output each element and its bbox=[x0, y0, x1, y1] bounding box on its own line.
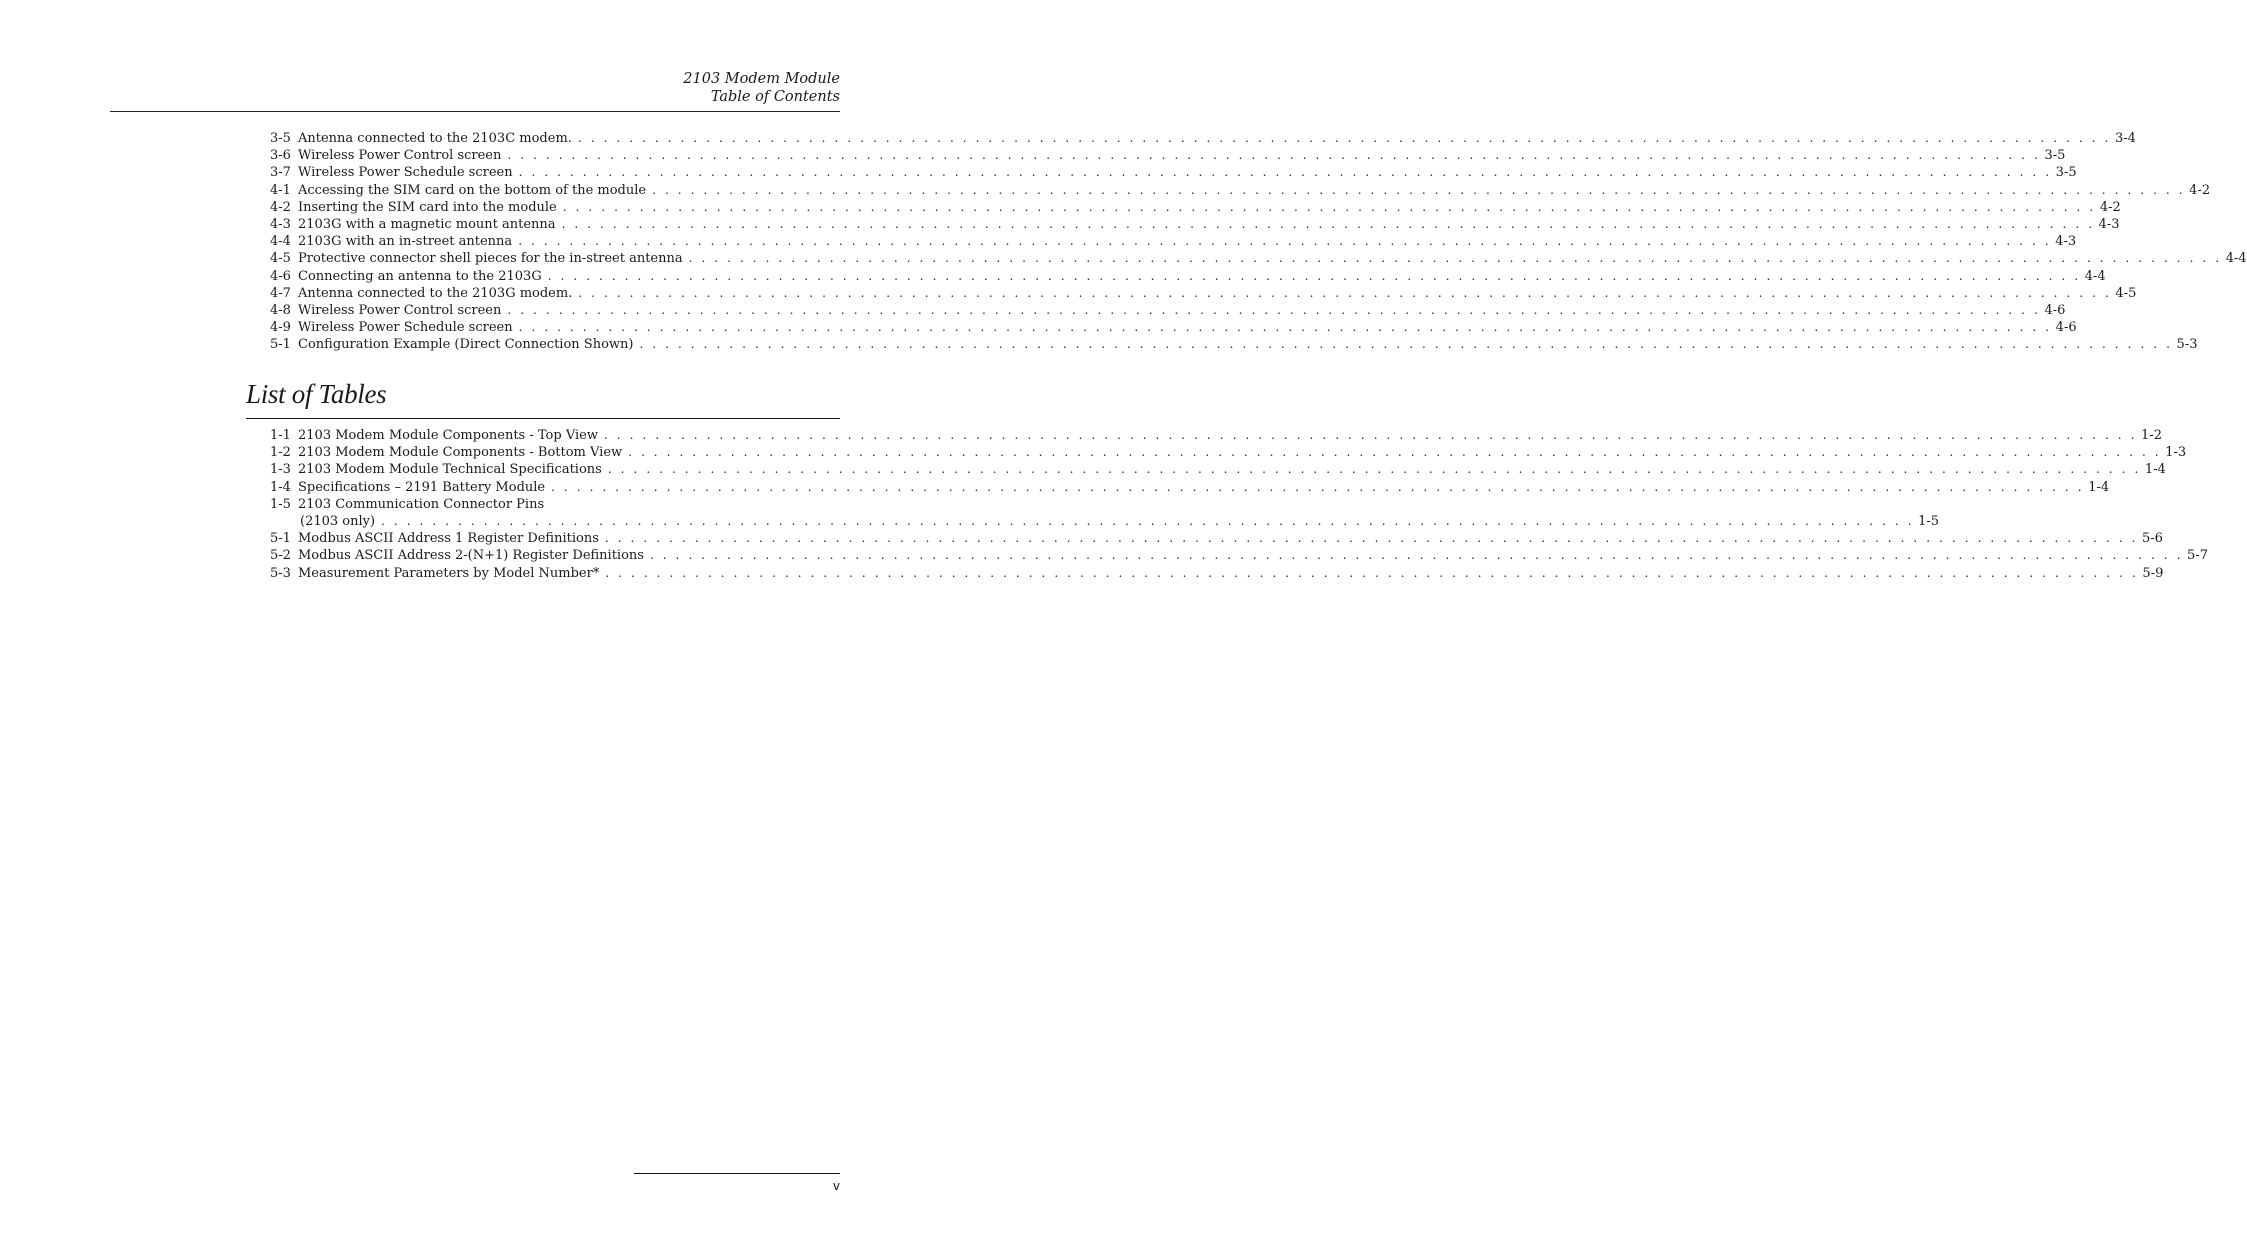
entry-page-number: 4-3 bbox=[2098, 217, 2120, 233]
entry-title: 2103 Modem Module Technical Specifications bbox=[298, 462, 602, 478]
list-of-figures bbox=[270, 130, 2247, 354]
entry-title: Modbus ASCII Address 2-(N+1) Register Definitions bbox=[298, 548, 644, 564]
entry-page-number: 1-2 bbox=[2141, 428, 2162, 443]
entry-page-number: 5-3 bbox=[2176, 337, 2198, 353]
figure-entry[interactable] bbox=[270, 268, 2106, 285]
running-header bbox=[683, 70, 840, 106]
dot-leader: . . . . . . . . . . . . . . . . . . . . . . . . . . . . . . . . . . . . . . . . . . . . . . . . . . . . . . . . . . . . . . . . . . . . . . . . . . . . . . . . . . . . . . . . . . . . . . . . . . . . . . . . . . . . . . . . . . . . . . . . bbox=[507, 148, 2041, 163]
dot-leader: . . . . . . . . . . . . . . . . . . . . . . . . . . . . . . . . . . . . . . . . . . . . . . . . . . . . . . . . . . . . . . . . . . . . . . . . . . . . . . . . . . . . . . . . . . . . . . . . . . . . . . . . . . . . . . . . . . . . . . . . bbox=[561, 217, 2095, 232]
dot-leader: . . . . . . . . . . . . . . . . . . . . . . . . . . . . . . . . . . . . . . . . . . . . . . . . . . . . . . . . . . . . . . . . . . . . . . . . . . . . . . . . . . . . . . . . . . . . . . . . . . . . . . . . . . . . . . . . . . . . . . . . bbox=[649, 548, 2184, 563]
entry-number: 3-6 bbox=[270, 148, 291, 164]
entry-number: 4-2 bbox=[270, 199, 291, 215]
entry-number: 5-1 bbox=[270, 337, 291, 353]
dot-leader: . . . . . . . . . . . . . . . . . . . . . . . . . . . . . . . . . . . . . . . . . . . . . . . . . . . . . . . . . . . . . . . . . . . . . . . . . . . . . . . . . . . . . . . . . . . . . . . . . . . . . . . . . . . . . . . . . . . . . . . . bbox=[607, 462, 2141, 477]
list-of-tables bbox=[270, 427, 2208, 582]
figure-entry[interactable] bbox=[270, 130, 2136, 147]
entry-title: Accessing the SIM card on the bottom of the module bbox=[298, 182, 647, 198]
entry-number: 1-2 bbox=[270, 445, 291, 461]
entry-title: 2103 Modem Module Components - Top View bbox=[298, 428, 598, 443]
entry-page-number: 5-6 bbox=[2141, 531, 2163, 547]
entry-number: 4-7 bbox=[270, 285, 291, 301]
figure-entry[interactable] bbox=[270, 164, 2077, 181]
dot-leader: . . . . . . . . . . . . . . . . . . . . . . . . . . . . . . . . . . . . . . . . . . . . . . . . . . . . . . . . . . . . . . . . . . . . . . . . . . . . . . . . . . . . . . . . . . . . . . . . . . . . . . . . . . . . . . . . . . . . . . . . bbox=[547, 268, 2081, 283]
dot-leader: . . . . . . . . . . . . . . . . . . . . . . . . . . . . . . . . . . . . . . . . . . . . . . . . . . . . . . . . . . . . . . . . . . . . . . . . . . . . . . . . . . . . . . . . . . . . . . . . . . . . . . . . . . . . . . . . . . . . . . . . bbox=[551, 479, 2085, 494]
figure-entry[interactable] bbox=[270, 319, 2077, 336]
entry-title: Antenna connected to the 2103G modem. bbox=[298, 285, 573, 301]
entry-title: Antenna connected to the 2103C modem. bbox=[298, 131, 572, 146]
entry-page-number: 4-3 bbox=[2055, 234, 2077, 250]
entry-page-number: 4-6 bbox=[2044, 303, 2066, 319]
entry-number: 1-4 bbox=[270, 479, 291, 495]
figure-entry[interactable] bbox=[270, 199, 2121, 216]
dot-leader: . . . . . . . . . . . . . . . . . . . . . . . . . . . . . . . . . . . . . . . . . . . . . . . . . . . . . . . . . . . . . . . . . . . . . . . . . . . . . . . . . . . . . . . . . . . . . . . . . . . . . . . . . . . . . . . . . . . . . . . . bbox=[688, 251, 2222, 266]
entry-page-number: 1-4 bbox=[2144, 462, 2166, 478]
figure-entry[interactable] bbox=[270, 182, 2211, 199]
entry-page-number: 5-9 bbox=[2142, 565, 2164, 581]
entry-number: 4-8 bbox=[270, 303, 291, 319]
dot-leader: . . . . . . . . . . . . . . . . . . . . . . . . . . . . . . . . . . . . . . . . . . . . . . . . . . . . . . . . . . . . . . . . . . . . . . . . . . . . . . . . . . . . . . . . . . . . . . . . . . . . . . . . . . . . . . . . . . . . . . . . bbox=[603, 428, 2138, 442]
entry-page-number: 3-4 bbox=[2114, 131, 2136, 146]
entry-page-number: 3-5 bbox=[2055, 165, 2077, 181]
entry-title: Specifications – 2191 Battery Module bbox=[298, 479, 546, 495]
section-title-list-of-tables: List of Tables bbox=[246, 379, 387, 409]
entry-number: 1-5 bbox=[270, 496, 291, 512]
dot-leader: . . . . . . . . . . . . . . . . . . . . . . . . . . . . . . . . . . . . . . . . . . . . . . . . . . . . . . . . . . . . . . . . . . . . . . . . . . . . . . . . . . . . . . . . . . . . . . . . . . . . . . . . . . . . . . . . . . . . . . . . bbox=[577, 131, 2111, 145]
entry-title: 2103G with an in-street antenna bbox=[298, 234, 513, 250]
entry-page-number: 4-6 bbox=[2055, 320, 2077, 336]
table-entry[interactable] bbox=[270, 565, 2164, 582]
entry-page-number: 1-3 bbox=[2165, 445, 2187, 461]
entry-number: 1-3 bbox=[270, 462, 291, 478]
entry-number: 5-1 bbox=[270, 531, 291, 547]
entry-number: 4-9 bbox=[270, 320, 291, 336]
entry-page-number: 4-2 bbox=[2099, 199, 2121, 215]
dot-leader: . . . . . . . . . . . . . . . . . . . . . . . . . . . . . . . . . . . . . . . . . . . . . . . . . . . . . . . . . . . . . . . . . . . . . . . . . . . . . . . . . . . . . . . . . . . . . . . . . . . . . . . . . . . . . . . . . . . . . . . . bbox=[628, 445, 2162, 460]
entry-number: 5-3 bbox=[270, 565, 291, 581]
entry-number: 4-3 bbox=[270, 217, 291, 233]
entry-number: 1-1 bbox=[270, 428, 291, 443]
table-entry[interactable] bbox=[270, 461, 2166, 478]
entry-title: Protective connector shell pieces for the in-street antenna bbox=[298, 251, 683, 267]
table-entry[interactable] bbox=[270, 479, 2110, 496]
figure-entry[interactable] bbox=[270, 250, 2247, 267]
dot-leader: . . . . . . . . . . . . . . . . . . . . . . . . . . . . . . . . . . . . . . . . . . . . . . . . . . . . . . . . . . . . . . . . . . . . . . . . . . . . . . . . . . . . . . . . . . . . . . . . . . . . . . . . . . . . . . . . . . . . . . . . bbox=[518, 165, 2052, 180]
entry-page-number: 4-4 bbox=[2225, 251, 2247, 267]
dot-leader: . . . . . . . . . . . . . . . . . . . . . . . . . . . . . . . . . . . . . . . . . . . . . . . . . . . . . . . . . . . . . . . . . . . . . . . . . . . . . . . . . . . . . . . . . . . . . . . . . . . . . . . . . . . . . . . . . . . . . . . . bbox=[604, 531, 2138, 546]
entry-number: 4-4 bbox=[270, 234, 291, 250]
entry-page-number: 4-2 bbox=[2189, 182, 2211, 198]
entry-number: 3-5 bbox=[270, 131, 291, 146]
header-line-2: Table of Contents bbox=[710, 89, 840, 105]
entry-number: 5-2 bbox=[270, 548, 291, 564]
entry-title: Modbus ASCII Address 1 Register Definitions bbox=[298, 531, 599, 547]
entry-title: 2103 Communication Connector Pins bbox=[298, 496, 545, 512]
entry-title: 2103 Modem Module Components - Bottom View bbox=[298, 445, 623, 461]
entry-title: Wireless Power Control screen bbox=[298, 303, 502, 319]
dot-leader: . . . . . . . . . . . . . . . . . . . . . . . . . . . . . . . . . . . . . . . . . . . . . . . . . . . . . . . . . . . . . . . . . . . . . . . . . . . . . . . . . . . . . . . . . . . . . . . . . . . . . . . . . . . . . . . . . . . . . . . . bbox=[605, 565, 2139, 580]
dot-leader: . . . . . . . . . . . . . . . . . . . . . . . . . . . . . . . . . . . . . . . . . . . . . . . . . . . . . . . . . . . . . . . . . . . . . . . . . . . . . . . . . . . . . . . . . . . . . . . . . . . . . . . . . . . . . . . . . . . . . . . . bbox=[507, 303, 2041, 318]
figure-entry[interactable] bbox=[270, 336, 2198, 353]
entry-title: Connecting an antenna to the 2103G bbox=[298, 268, 542, 284]
entry-title: Inserting the SIM card into the module bbox=[298, 199, 557, 215]
section-rule bbox=[246, 418, 840, 419]
table-entry[interactable] bbox=[270, 444, 2187, 461]
entry-number: 4-6 bbox=[270, 268, 291, 284]
figure-entry[interactable] bbox=[270, 285, 2137, 302]
table-entry[interactable] bbox=[270, 530, 2163, 547]
figure-entry[interactable] bbox=[270, 302, 2066, 319]
header-line-1: 2103 Modem Module bbox=[683, 71, 840, 87]
entry-title: Wireless Power Schedule screen bbox=[298, 165, 513, 181]
dot-leader: . . . . . . . . . . . . . . . . . . . . . . . . . . . . . . . . . . . . . . . . . . . . . . . . . . . . . . . . . . . . . . . . . . . . . . . . . . . . . . . . . . . . . . . . . . . . . . . . . . . . . . . . . . . . . . . . . . . . . . . . bbox=[578, 285, 2112, 300]
figure-entry[interactable] bbox=[270, 233, 2077, 250]
table-entry[interactable] bbox=[270, 427, 2162, 444]
figure-entry[interactable] bbox=[270, 216, 2120, 233]
entry-title: Wireless Power Control screen bbox=[298, 148, 502, 164]
entry-number: 4-1 bbox=[270, 182, 291, 198]
entry-number: 3-7 bbox=[270, 165, 291, 181]
entry-title: Measurement Parameters by Model Number* bbox=[298, 565, 600, 581]
dot-leader: . . . . . . . . . . . . . . . . . . . . . . . . . . . . . . . . . . . . . . . . . . . . . . . . . . . . . . . . . . . . . . . . . . . . . . . . . . . . . . . . . . . . . . . . . . . . . . . . . . . . . . . . . . . . . . . . . . . . . . . . bbox=[518, 320, 2052, 335]
entry-title: Wireless Power Schedule screen bbox=[298, 320, 513, 336]
entry-page-number: 1-5 bbox=[1918, 514, 1940, 530]
dot-leader: . . . . . . . . . . . . . . . . . . . . . . . . . . . . . . . . . . . . . . . . . . . . . . . . . . . . . . . . . . . . . . . . . . . . . . . . . . . . . . . . . . . . . . . . . . . . . . . . . . . . . . . . . . . . . . . . . . . . . . . . bbox=[639, 337, 2173, 352]
entry-page-number: 5-7 bbox=[2187, 548, 2208, 564]
entry-page-number: 1-4 bbox=[2088, 479, 2110, 495]
footer-rule bbox=[634, 1173, 840, 1174]
table-entry[interactable] bbox=[270, 496, 1940, 530]
entry-title: Configuration Example (Direct Connection Shown) bbox=[298, 337, 634, 353]
table-entry[interactable] bbox=[270, 547, 2208, 564]
entry-title: 2103G with a magnetic mount antenna bbox=[298, 217, 556, 233]
dot-leader: . . . . . . . . . . . . . . . . . . . . . . . . . . . . . . . . . . . . . . . . . . . . . . . . . . . . . . . . . . . . . . . . . . . . . . . . . . . . . . . . . . . . . . . . . . . . . . . . . . . . . . . . . . . . . . . . . . . . . . . . bbox=[381, 514, 1915, 529]
entry-page-number: 4-4 bbox=[2084, 268, 2106, 284]
page-number: v bbox=[832, 1179, 840, 1193]
dot-leader: . . . . . . . . . . . . . . . . . . . . . . . . . . . . . . . . . . . . . . . . . . . . . . . . . . . . . . . . . . . . . . . . . . . . . . . . . . . . . . . . . . . . . . . . . . . . . . . . . . . . . . . . . . . . . . . . . . . . . . . . bbox=[652, 182, 2186, 197]
dot-leader: . . . . . . . . . . . . . . . . . . . . . . . . . . . . . . . . . . . . . . . . . . . . . . . . . . . . . . . . . . . . . . . . . . . . . . . . . . . . . . . . . . . . . . . . . . . . . . . . . . . . . . . . . . . . . . . . . . . . . . . . bbox=[518, 234, 2052, 249]
dot-leader: . . . . . . . . . . . . . . . . . . . . . . . . . . . . . . . . . . . . . . . . . . . . . . . . . . . . . . . . . . . . . . . . . . . . . . . . . . . . . . . . . . . . . . . . . . . . . . . . . . . . . . . . . . . . . . . . . . . . . . . . bbox=[562, 199, 2096, 214]
entry-page-number: 4-5 bbox=[2115, 285, 2137, 301]
entry-number: 4-5 bbox=[270, 251, 291, 267]
figure-entry[interactable] bbox=[270, 147, 2066, 164]
entry-title-continuation: (2103 only) bbox=[300, 514, 376, 530]
entry-page-number: 3-5 bbox=[2044, 148, 2066, 164]
header-rule bbox=[110, 111, 840, 112]
